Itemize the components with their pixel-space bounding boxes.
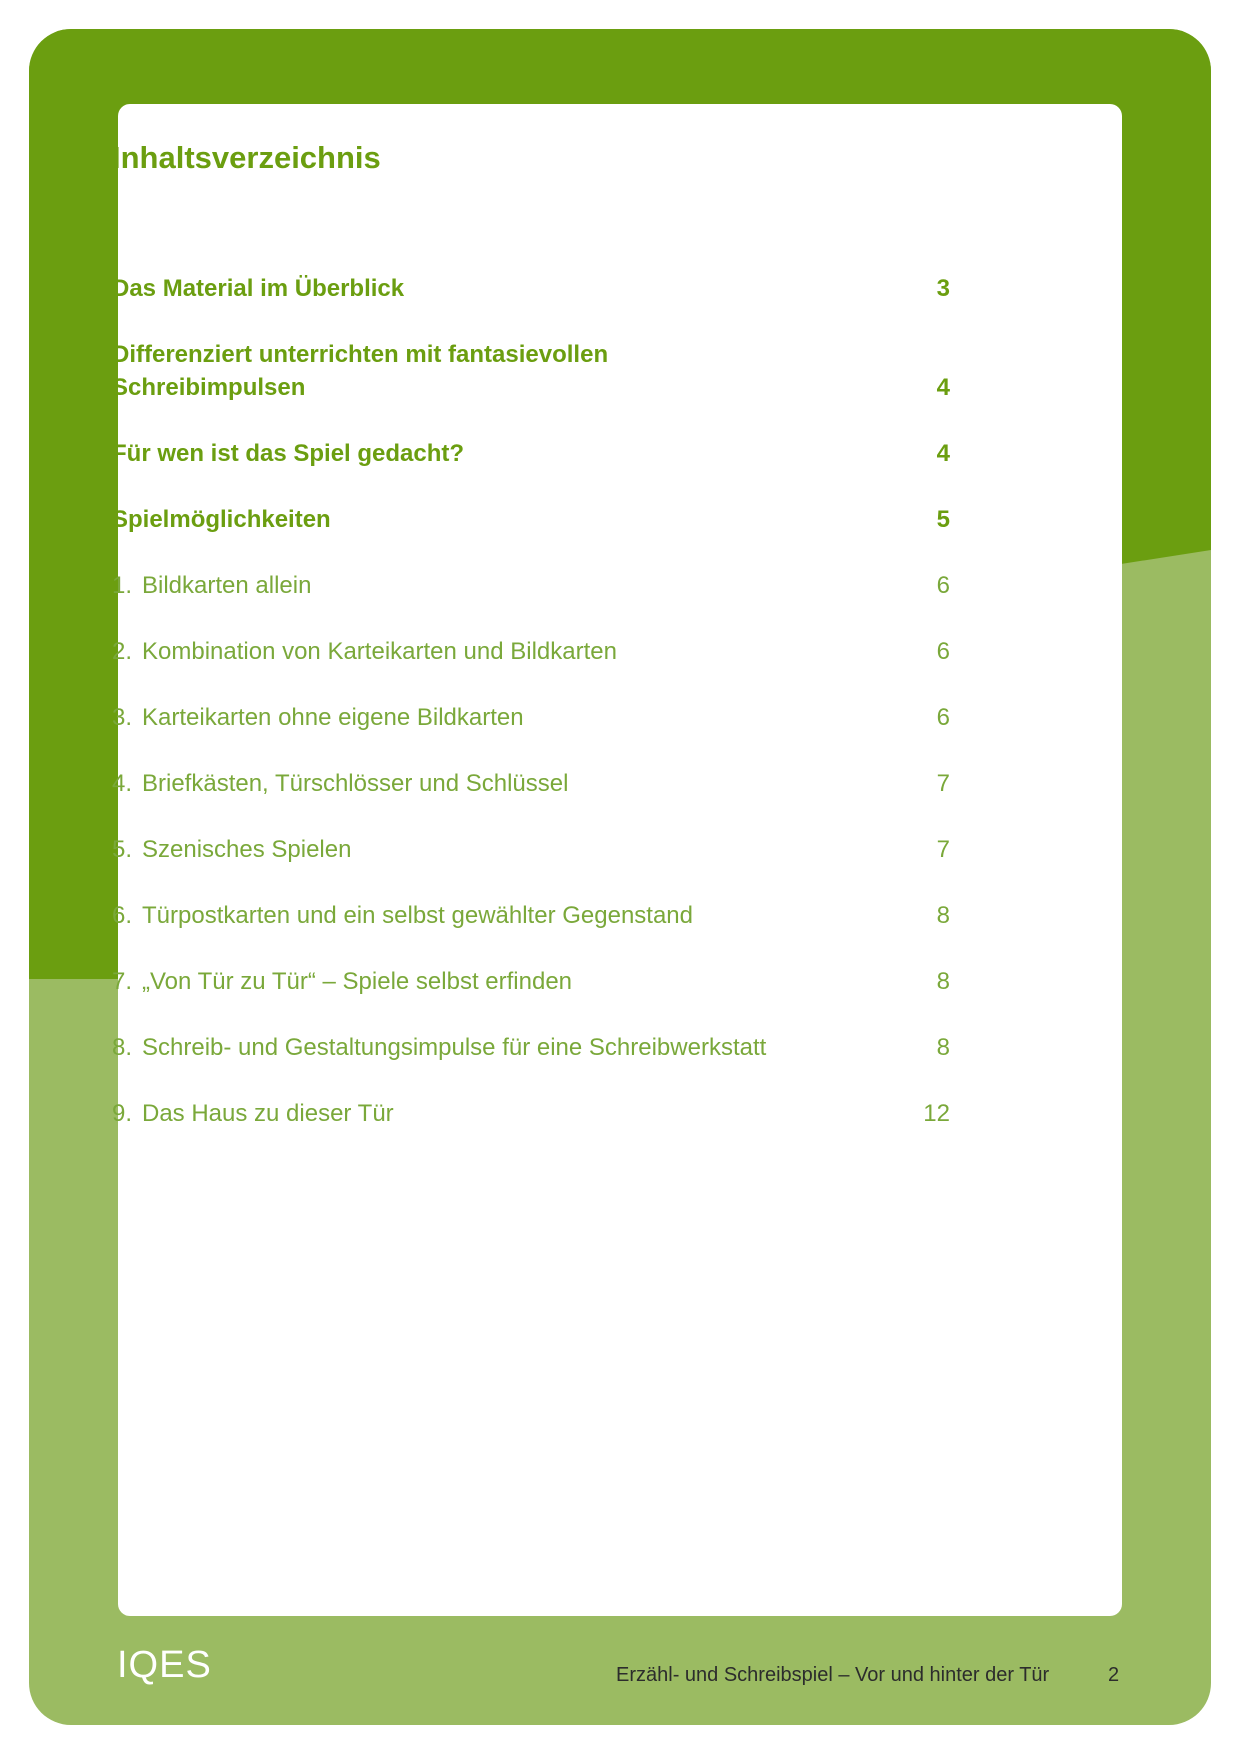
toc-item-text: Briefkästen, Türschlösser und Schlüssel — [142, 770, 569, 797]
toc-item-entry[interactable] — [112, 965, 950, 998]
toc-item-number: 9. — [112, 1100, 133, 1127]
toc-section-line: Spielmöglichkeiten — [112, 506, 331, 533]
toc-section-entry[interactable] — [112, 437, 950, 470]
toc-item-entry[interactable] — [112, 1031, 950, 1064]
toc-page-number: 3 — [936, 275, 950, 302]
toc-item-text: „Von Tür zu Tür“ – Spiele selbst erfinden — [142, 968, 573, 995]
toc-item-entry[interactable] — [112, 767, 950, 800]
toc-item-number: 6. — [112, 902, 133, 929]
toc-item-text: Türpostkarten und ein selbst gewählter Gegenstand — [142, 902, 694, 929]
toc-item-number: 7. — [112, 968, 133, 995]
toc-page-number: 4 — [936, 440, 950, 467]
toc-section-entry[interactable] — [112, 272, 950, 305]
toc-item-label — [112, 1031, 766, 1064]
toc-item-label — [112, 701, 524, 734]
toc-item-entry[interactable] — [112, 899, 950, 932]
toc-item-entry[interactable] — [112, 569, 950, 602]
toc-item-number: 4. — [112, 770, 133, 797]
toc-page-number: 8 — [936, 968, 950, 995]
footer-page-number: 2 — [1108, 1664, 1120, 1686]
toc-item-label — [112, 833, 351, 866]
toc-section-line: Differenziert unterrichten mit fantasievollen — [112, 341, 609, 368]
toc-page-number: 6 — [936, 572, 950, 599]
toc-item-entry[interactable] — [112, 635, 950, 668]
toc-item-number: 5. — [112, 836, 133, 863]
toc-item-entry[interactable] — [112, 1097, 950, 1130]
toc-item-text: Szenisches Spielen — [142, 836, 352, 863]
toc-section-label — [112, 272, 404, 305]
toc-section-label — [112, 503, 331, 536]
toc-item-label — [112, 899, 693, 932]
toc-item-text: Das Haus zu dieser Tür — [142, 1100, 394, 1127]
toc-page-number: 4 — [936, 374, 950, 401]
toc-section-line: Schreibimpulsen — [112, 374, 306, 401]
toc-item-label — [112, 767, 568, 800]
toc-item-label — [112, 965, 572, 998]
toc-page-number: 7 — [936, 836, 950, 863]
toc-item-number: 2. — [112, 638, 133, 665]
toc-page-number: 8 — [936, 902, 950, 929]
toc-item-text: Schreib- und Gestaltungsimpulse für eine Schreibwerkstatt — [142, 1034, 767, 1061]
toc-item-number: 3. — [112, 704, 133, 731]
toc-section-label — [112, 437, 464, 470]
toc-section-line: Für wen ist das Spiel gedacht? — [112, 440, 465, 467]
toc-page-number: 6 — [936, 638, 950, 665]
toc-item-label — [112, 569, 311, 602]
footer-title: Erzähl- und Schreibspiel – Vor und hinter der Tür — [616, 1664, 1050, 1686]
toc-item-text: Kombination von Karteikarten und Bildkarten — [142, 638, 617, 665]
toc-section-label — [112, 338, 608, 404]
toc-item-text: Bildkarten allein — [142, 572, 312, 599]
toc-page-number: 6 — [936, 704, 950, 731]
toc-item-label — [112, 635, 617, 668]
toc-item-number: 8. — [112, 1034, 133, 1061]
toc-section-entry[interactable] — [112, 338, 950, 404]
toc-item-entry[interactable] — [112, 833, 950, 866]
toc-title: Inhaltsverzeichnis — [112, 140, 381, 175]
toc-page-number: 7 — [936, 770, 950, 797]
table-of-contents — [112, 272, 950, 1163]
toc-page-number: 5 — [936, 506, 950, 533]
toc-item-entry[interactable] — [112, 701, 950, 734]
toc-item-number: 1. — [112, 572, 133, 599]
toc-item-text: Karteikarten ohne eigene Bildkarten — [142, 704, 524, 731]
toc-section-entry[interactable] — [112, 503, 950, 536]
toc-page-number: 12 — [923, 1100, 950, 1127]
toc-page-number: 8 — [936, 1034, 950, 1061]
toc-item-label — [112, 1097, 394, 1130]
iqes-logo: IQES — [117, 1644, 212, 1686]
toc-section-line: Das Material im Überblick — [112, 275, 405, 302]
